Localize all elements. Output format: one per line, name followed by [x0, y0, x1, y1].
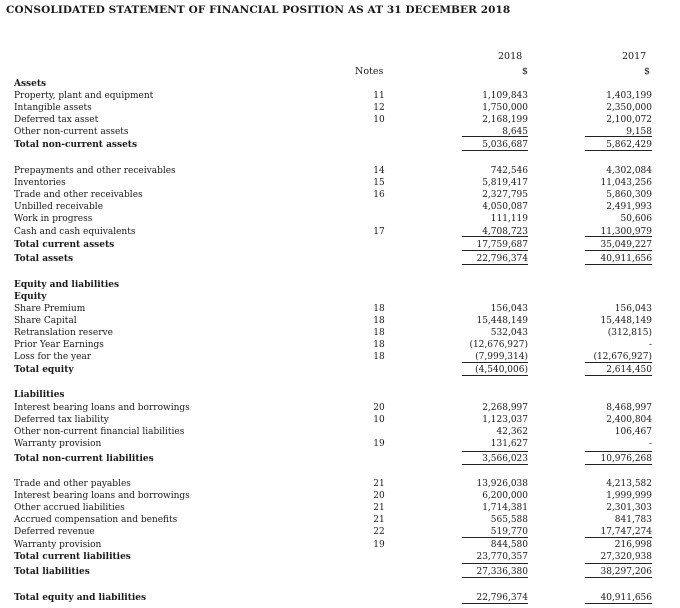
value-2017: 9,158: [626, 127, 652, 137]
table-row: [0, 453, 680, 465]
row-label: Other non-current financial liabilities: [14, 427, 185, 437]
table-row: [0, 165, 680, 177]
row-note: 20: [373, 403, 385, 413]
value-2017: 10,976,268: [600, 454, 652, 464]
row-note: 21: [373, 503, 385, 513]
value-2017: (12,676,927): [593, 352, 652, 362]
value-2017: 11,300,979: [600, 227, 652, 237]
row-label: Accrued compensation and benefits: [14, 515, 178, 525]
row-label: Inventories: [14, 178, 66, 188]
row-note: 18: [373, 340, 385, 350]
row-note: 11: [373, 91, 385, 101]
table-row: [0, 226, 680, 238]
row-note: 10: [373, 115, 385, 125]
value-2017: 2,400,804: [606, 415, 652, 425]
row-note: 19: [373, 439, 385, 449]
value-2018: 22,796,374: [476, 593, 528, 603]
value-2017: 156,043: [614, 304, 652, 314]
value-2018: 5,036,687: [482, 140, 528, 150]
row-label: Other non-current assets: [14, 127, 129, 137]
row-label: Prepayments and other receivables: [14, 166, 176, 176]
table-row: [0, 126, 680, 138]
table-row: [0, 478, 680, 490]
row-label: Share Capital: [14, 316, 77, 326]
row-note: 17: [373, 227, 385, 237]
row-note: 21: [373, 515, 385, 525]
table-row: [0, 213, 680, 225]
row-note: 18: [373, 316, 385, 326]
underline-rule: [462, 537, 528, 538]
currency-2017-header: $: [644, 66, 651, 77]
row-note: 12: [373, 103, 385, 113]
value-2017: 2,350,000: [606, 103, 652, 113]
value-2017: 2,100,072: [606, 115, 652, 125]
row-label: Deferred tax liability: [14, 415, 109, 425]
underline-rule: [462, 375, 528, 376]
value-2017: 5,860,309: [606, 190, 652, 200]
value-2018: 4,708,723: [482, 227, 528, 237]
value-2018: 23,770,357: [476, 552, 528, 562]
value-2017: 40,911,656: [600, 254, 652, 264]
table-row: [0, 438, 680, 450]
table-row: [0, 177, 680, 189]
underline-rule: [462, 451, 528, 452]
row-note: 18: [373, 352, 385, 362]
underline-rule: [585, 136, 652, 137]
value-2018: 15,448,149: [476, 316, 528, 326]
table-row: [0, 279, 680, 291]
value-2017: 35,049,227: [600, 240, 652, 250]
value-2018: (4,540,006): [475, 365, 528, 375]
underline-rule: [585, 362, 652, 363]
value-2017: 27,320,938: [600, 552, 652, 562]
table-row: [0, 566, 680, 578]
value-2018: (12,676,927): [469, 340, 528, 350]
value-2017: 38,297,206: [600, 567, 652, 577]
value-2018: 742,546: [490, 166, 528, 176]
row-label: Total current assets: [14, 240, 115, 250]
value-2017: 50,606: [620, 214, 652, 224]
year-2018-header: 2018: [498, 51, 523, 62]
underline-rule: [585, 451, 652, 452]
value-2017: 11,043,256: [600, 178, 652, 188]
table-row: [0, 539, 680, 551]
table-row: [0, 526, 680, 538]
value-2017: -: [648, 340, 652, 350]
table-row: [0, 364, 680, 376]
row-label: Total liabilities: [14, 567, 90, 577]
underline-rule: [462, 136, 528, 137]
statement-title: CONSOLIDATED STATEMENT OF FINANCIAL POSITION AS AT 31 DECEMBER 2018: [6, 4, 511, 16]
row-label: Liabilities: [14, 390, 65, 400]
row-label: Unbilled receivable: [14, 202, 104, 212]
row-label: Interest bearing loans and borrowings: [14, 491, 190, 501]
value-2017: 841,783: [614, 515, 652, 525]
value-2018: 27,336,380: [476, 567, 528, 577]
row-label: Equity and liabilities: [14, 280, 120, 290]
row-note: 20: [373, 491, 385, 501]
table-row: [0, 426, 680, 438]
table-row: [0, 139, 680, 151]
value-2018: 5,819,417: [482, 178, 528, 188]
value-2017: 106,467: [614, 427, 652, 437]
value-2018: 131,627: [490, 439, 528, 449]
table-row: [0, 239, 680, 251]
value-2018: 42,362: [496, 427, 528, 437]
underline-rule: [462, 236, 528, 237]
table-row: [0, 592, 680, 604]
underline-rule: [585, 464, 652, 465]
table-row: [0, 253, 680, 265]
value-2017: 2,491,993: [606, 202, 652, 212]
table-row: [0, 102, 680, 114]
value-2018: 532,043: [490, 328, 528, 338]
value-2018: 2,268,997: [482, 403, 528, 413]
row-note: 21: [373, 479, 385, 489]
row-note: 14: [373, 166, 385, 176]
value-2018: 519,770: [490, 527, 528, 537]
row-label: Total current liabilities: [14, 552, 131, 562]
value-2017: 2,301,303: [606, 503, 652, 513]
value-2018: 13,926,038: [476, 479, 528, 489]
row-label: Retranslation reserve: [14, 328, 113, 338]
underline-rule: [462, 563, 528, 564]
value-2018: 4,050,087: [482, 202, 528, 212]
row-note: 15: [373, 178, 385, 188]
value-2018: 3,566,023: [482, 454, 528, 464]
value-2017: 40,911,656: [600, 593, 652, 603]
row-label: Warranty provision: [14, 439, 102, 449]
value-2017: 8,468,997: [606, 403, 652, 413]
table-row: [0, 189, 680, 201]
value-2018: 17,759,687: [476, 240, 528, 250]
value-2018: 2,327,795: [482, 190, 528, 200]
underline-rule: [585, 150, 652, 151]
value-2018: 1,109,843: [482, 91, 528, 101]
table-row: [0, 339, 680, 351]
underline-rule: [585, 537, 652, 538]
value-2017: -: [648, 439, 652, 449]
underline-rule: [462, 250, 528, 251]
table-row: [0, 327, 680, 339]
underline-rule: [462, 362, 528, 363]
underline-rule: [585, 563, 652, 564]
value-2018: (7,999,314): [475, 352, 528, 362]
value-2018: 8,645: [502, 127, 528, 137]
row-label: Loss for the year: [14, 352, 92, 362]
row-note: 16: [373, 190, 385, 200]
value-2018: 1,714,381: [482, 503, 528, 513]
value-2017: 1,999,999: [606, 491, 652, 501]
year-2017-header: 2017: [622, 51, 647, 62]
row-label: Intangible assets: [14, 103, 92, 113]
value-2018: 6,200,000: [482, 491, 528, 501]
table-row: [0, 90, 680, 102]
row-label: Work in progress: [14, 214, 93, 224]
table-row: [0, 114, 680, 126]
row-label: Warranty provision: [14, 540, 102, 550]
value-2017: 4,213,582: [606, 479, 652, 489]
value-2018: 156,043: [490, 304, 528, 314]
value-2017: (312,815): [607, 328, 652, 338]
underline-rule: [462, 577, 528, 578]
table-row: [0, 201, 680, 213]
value-2017: 4,302,084: [606, 166, 652, 176]
value-2017: 1,403,199: [606, 91, 652, 101]
table-row: [0, 414, 680, 426]
value-2018: 2,168,199: [482, 115, 528, 125]
row-label: Assets: [14, 79, 47, 89]
table-row: [0, 502, 680, 514]
row-label: Total equity and liabilities: [14, 593, 147, 603]
table-row: [0, 551, 680, 563]
underline-rule: [585, 236, 652, 237]
currency-2018-header: $: [522, 66, 529, 77]
row-label: Equity: [14, 292, 47, 302]
value-2018: 565,588: [490, 515, 528, 525]
table-row: [0, 389, 680, 401]
underline-rule: [585, 577, 652, 578]
row-label: Interest bearing loans and borrowings: [14, 403, 190, 413]
table-row: [0, 303, 680, 315]
value-2017: 5,862,429: [606, 140, 652, 150]
table-row: [0, 514, 680, 526]
row-label: Property, plant and equipment: [14, 91, 154, 101]
value-2017: 2,614,450: [606, 365, 652, 375]
table-row: [0, 291, 680, 303]
underline-rule: [585, 250, 652, 251]
row-label: Trade and other payables: [14, 479, 131, 489]
underline-rule: [462, 264, 528, 265]
value-2018: 1,750,000: [482, 103, 528, 113]
row-label: Other accrued liabilities: [14, 503, 125, 513]
row-note: 18: [373, 304, 385, 314]
value-2018: 844,580: [490, 540, 528, 550]
underline-rule: [585, 603, 652, 604]
row-label: Deferred revenue: [14, 527, 95, 537]
row-note: 18: [373, 328, 385, 338]
underline-rule: [585, 264, 652, 265]
row-label: Total assets: [14, 254, 74, 264]
notes-header: Notes: [355, 66, 384, 77]
row-note: 19: [373, 540, 385, 550]
row-label: Deferred tax asset: [14, 115, 99, 125]
table-row: [0, 402, 680, 414]
underline-rule: [462, 150, 528, 151]
row-label: Total equity: [14, 365, 74, 375]
underline-rule: [462, 603, 528, 604]
underline-rule: [585, 375, 652, 376]
value-2017: 17,747,274: [600, 527, 652, 537]
value-2018: 22,796,374: [476, 254, 528, 264]
row-label: Total non-current liabilities: [14, 454, 154, 464]
row-label: Share Premium: [14, 304, 86, 314]
table-row: [0, 78, 680, 90]
row-label: Total non-current assets: [14, 140, 138, 150]
row-label: Trade and other receivables: [14, 190, 143, 200]
value-2017: 15,448,149: [600, 316, 652, 326]
value-2018: 111,119: [490, 214, 528, 224]
value-2017: 216,998: [614, 540, 652, 550]
underline-rule: [462, 464, 528, 465]
table-row: [0, 351, 680, 363]
row-note: 10: [373, 415, 385, 425]
table-row: [0, 315, 680, 327]
table-row: [0, 490, 680, 502]
row-note: 22: [373, 527, 385, 537]
row-label: Cash and cash equivalents: [14, 227, 136, 237]
row-label: Prior Year Earnings: [14, 340, 104, 350]
value-2018: 1,123,037: [482, 415, 528, 425]
